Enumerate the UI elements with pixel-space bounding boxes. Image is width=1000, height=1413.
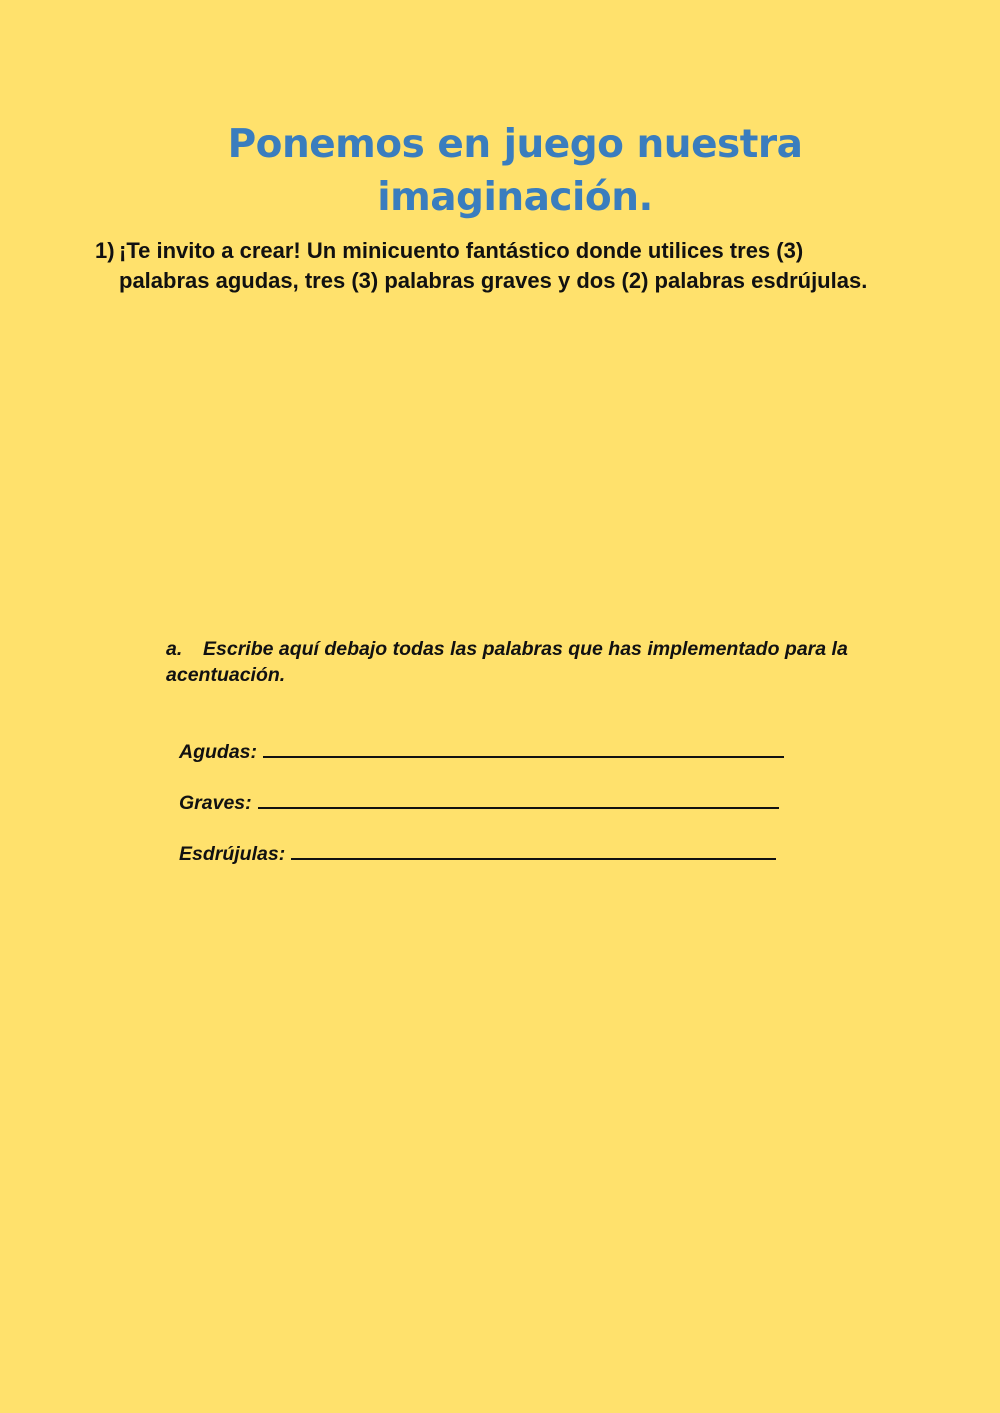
answer-line-graves[interactable] <box>258 789 779 809</box>
answer-label-esdrujulas: Esdrújulas: <box>179 843 286 865</box>
answer-label-graves: Graves: <box>179 792 252 814</box>
answer-row-esdrujulas <box>179 840 776 866</box>
question-number: 1) <box>95 238 115 263</box>
question-1 <box>95 236 875 295</box>
subquestion-letter: a. <box>166 638 183 660</box>
page-title-line-1: Ponemos en juego nuestra <box>227 122 803 167</box>
page-title-line-2: imaginación. <box>377 175 653 220</box>
answer-line-agudas[interactable] <box>263 738 784 758</box>
answer-line-esdrujulas[interactable] <box>291 840 776 860</box>
answer-row-agudas <box>179 738 784 764</box>
answer-label-agudas: Agudas: <box>179 741 257 763</box>
page-title <box>0 118 1000 224</box>
subquestion-text: Escribe aquí debajo todas las palabras que has implementado para la acentuación. <box>166 638 848 686</box>
answer-row-graves <box>179 789 779 815</box>
question-text: ¡Te invito a crear! Un minicuento fantástico donde utilices tres (3) palabras agudas, tres (3) palabras graves y dos (2) palabras esdrújulas. <box>119 238 868 293</box>
subquestion-a <box>166 637 886 688</box>
